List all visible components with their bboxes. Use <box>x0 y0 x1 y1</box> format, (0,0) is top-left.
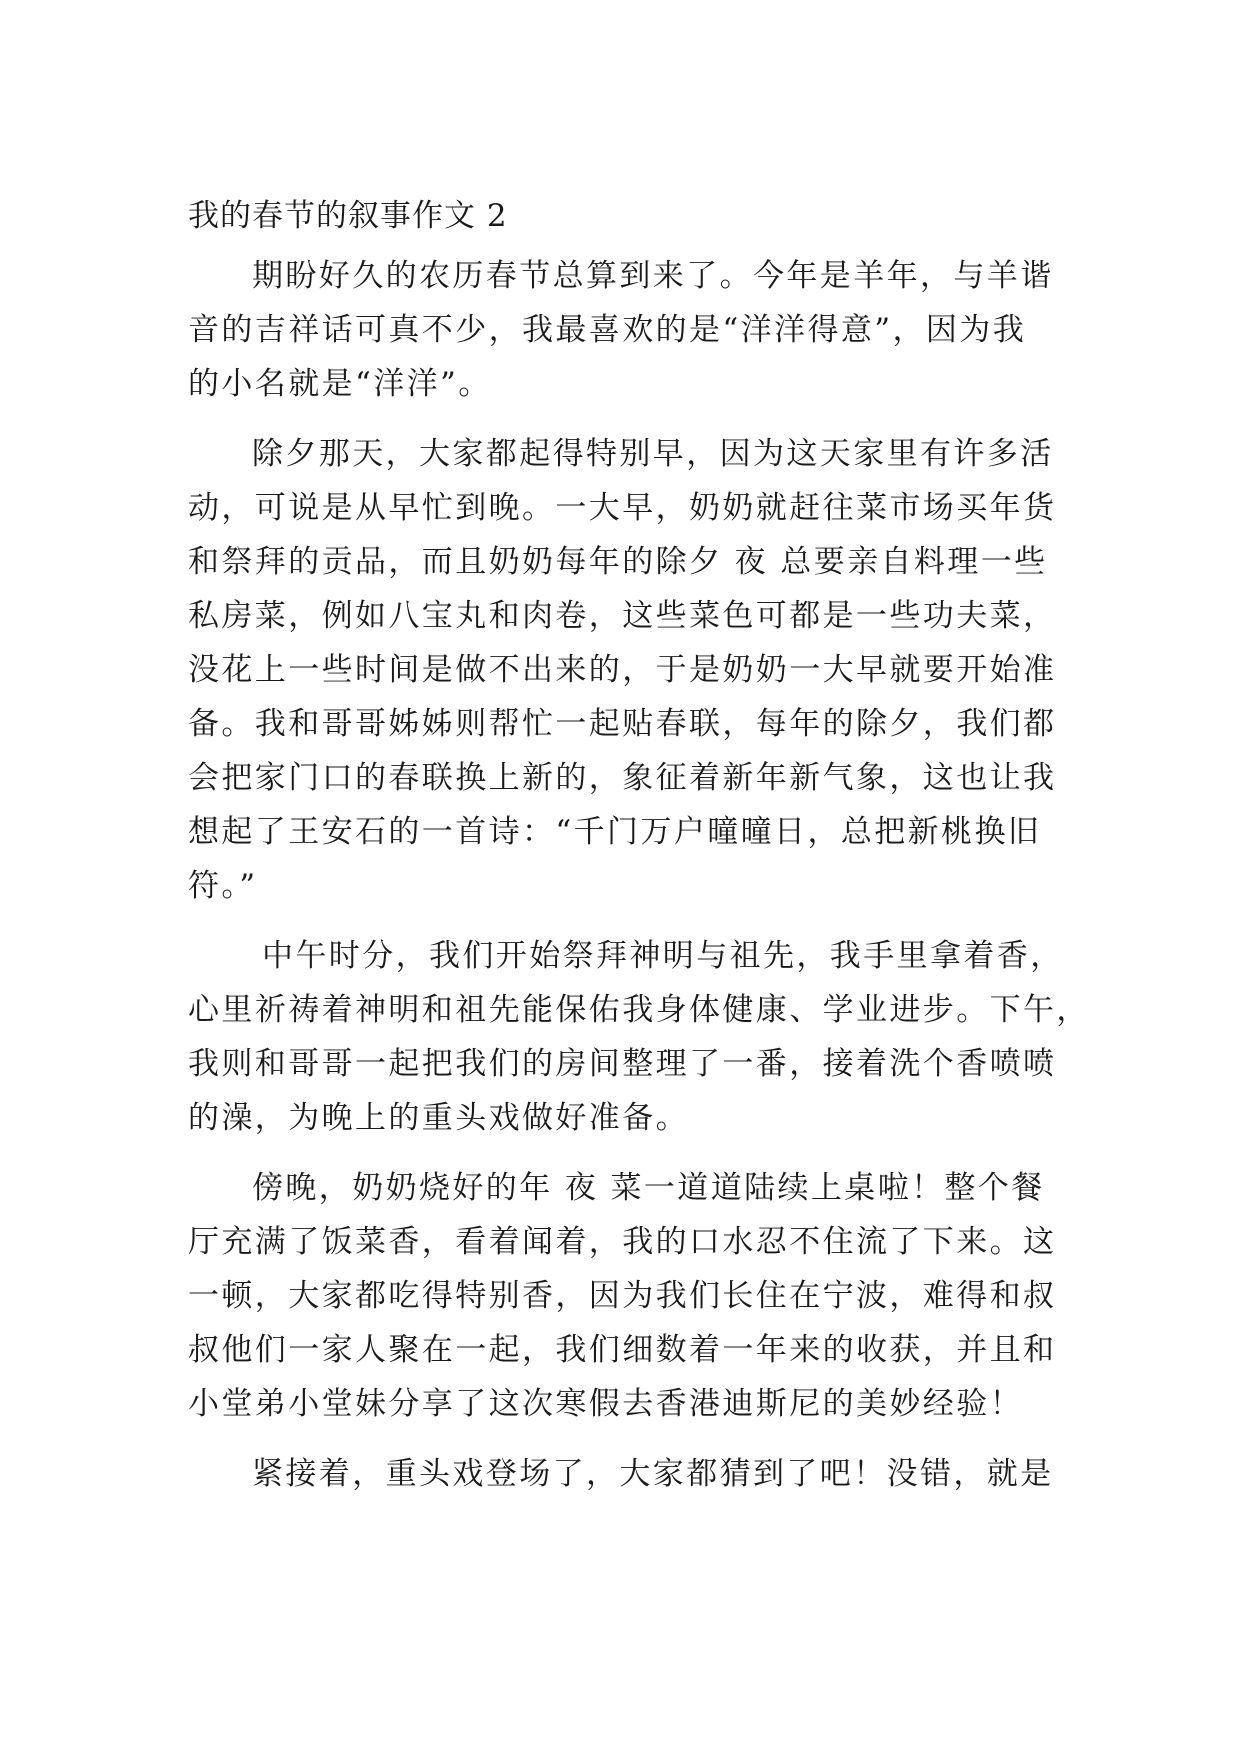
paragraph-3-line-4: 的澡，为晚上的重头戏做好准备。 <box>188 1100 689 1136</box>
paragraph-2-line-4: 私房菜，例如八宝丸和肉卷，这些菜色可都是一些功夫菜， <box>188 598 1057 634</box>
paragraph-2-line-7: 会把家门口的春联换上新的，象征着新年新气象，这也让我 <box>188 760 1057 796</box>
paragraph-4-line-3: 一顿，大家都吃得特别香，因为我们长住在宁波，难得和叔 <box>188 1278 1057 1314</box>
paragraph-4-line-4: 叔他们一家人聚在一起，我们细数着一年来的收获，并且和 <box>188 1332 1057 1368</box>
paragraph-4-line-1: 傍晚，奶奶烧好的年 夜 菜一道道陆续上桌啦！整个餐 <box>252 1170 1045 1206</box>
paragraph-2-line-8: 想起了王安石的一首诗：“千门万户曈曈日，总把新桃换旧 <box>188 814 1042 850</box>
paragraph-3-line-3: 我则和哥哥一起把我们的房间整理了一番，接着洗个香喷喷 <box>188 1046 1057 1082</box>
paragraph-2-line-9: 符。” <box>188 868 258 904</box>
paragraph-4-line-2: 厅充满了饭菜香，看着闻着，我的口水忍不住流了下来。这 <box>188 1224 1057 1260</box>
paragraph-2-line-6: 备。我和哥哥姊姊则帮忙一起贴春联，每年的除夕，我们都 <box>188 706 1057 742</box>
paragraph-5-line-1: 紧接着，重头戏登场了，大家都猜到了吧！没错，就是 <box>252 1456 1054 1492</box>
paragraph-2-line-2: 动，可说是从早忙到晚。一大早，奶奶就赶往菜市场买年货 <box>188 490 1057 526</box>
paragraph-2-line-3: 和祭拜的贡品，而且奶奶每年的除夕 夜 总要亲自料理一些 <box>188 544 1048 580</box>
paragraph-1-line-3: 的小名就是“洋洋”。 <box>188 366 492 402</box>
paragraph-2-line-1: 除夕那天，大家都起得特别早，因为这天家里有许多活 <box>252 436 1054 472</box>
paragraph-1-line-1: 期盼好久的农历春节总算到来了。今年是羊年，与羊谐 <box>252 258 1054 294</box>
paragraph-3-line-2: 心里祈祷着神明和祖先能保佑我身体健康、学业进步。下午， <box>188 992 1090 1028</box>
document-title: 我的春节的叙事作文 2 <box>188 198 508 234</box>
paragraph-2-line-5: 没花上一些时间是做不出来的，于是奶奶一大早就要开始准 <box>188 652 1057 688</box>
paragraph-3-line-1: 中午时分，我们开始祭拜神明与祖先，我手里拿着香， <box>262 938 1064 974</box>
paragraph-1-line-2: 音的吉祥话可真不少，我最喜欢的是“洋洋得意”，因为我 <box>188 312 1027 348</box>
paragraph-4-line-5: 小堂弟小堂妹分享了这次寒假去香港迪斯尼的美妙经验！ <box>188 1386 1023 1422</box>
